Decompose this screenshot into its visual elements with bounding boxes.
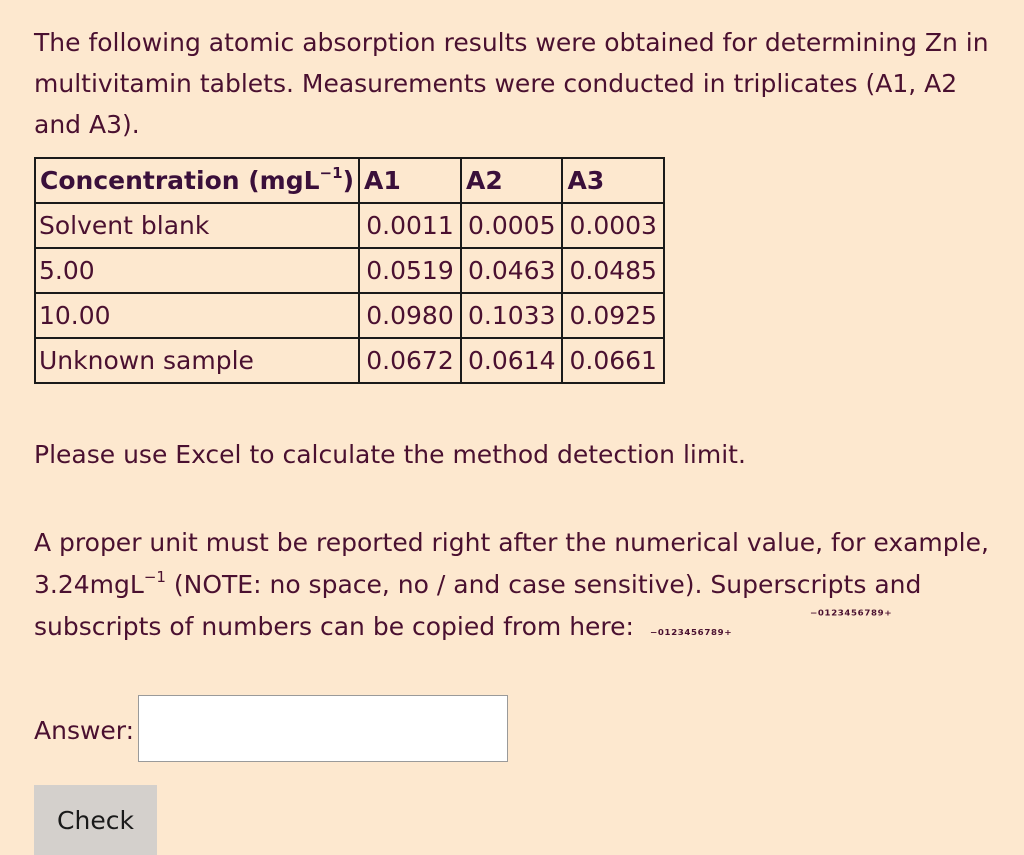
instruction-text: Please use Excel to calculate the method detection limit. <box>34 440 746 469</box>
unit-note-part2: (NOTE: no space, no / and case sensitive). Superscripts and subscripts of numbers can be copied from here: <box>34 570 922 641</box>
header-a1: A1 <box>359 158 461 203</box>
cell-a2: 0.0614 <box>461 338 562 383</box>
header-concentration-superscript: −1 <box>319 163 343 182</box>
table-row <box>35 203 664 248</box>
subscript-glyphs[interactable]: ₋₀₁₂₃₄₅₆₇₈₉₊ <box>650 623 733 639</box>
cell-a3: 0.0485 <box>562 248 663 293</box>
table-row <box>35 248 664 293</box>
table-row <box>35 338 664 383</box>
row-label: 10.00 <box>35 293 359 338</box>
superscript-glyphs[interactable]: ⁻⁰¹²³⁴⁵⁶⁷⁸⁹⁺ <box>810 608 893 624</box>
cell-a2: 0.0463 <box>461 248 562 293</box>
row-label: Solvent blank <box>35 203 359 248</box>
cell-a1: 0.0519 <box>359 248 461 293</box>
table-row <box>35 293 664 338</box>
unit-note-superscript: −1 <box>143 567 166 586</box>
cell-a3: 0.0003 <box>562 203 663 248</box>
cell-a2: 0.1033 <box>461 293 562 338</box>
unit-note <box>34 522 994 648</box>
results-table <box>34 157 665 384</box>
header-a3: A3 <box>562 158 663 203</box>
check-button[interactable]: Check <box>34 785 157 855</box>
cell-a1: 0.0011 <box>359 203 461 248</box>
cell-a1: 0.0980 <box>359 293 461 338</box>
header-concentration <box>35 158 359 203</box>
header-concentration-close: ) <box>342 166 354 195</box>
unit-note-part1: A proper unit must be reported right after the numerical value, for example, 3.24mgL <box>34 528 989 599</box>
cell-a3: 0.0925 <box>562 293 663 338</box>
cell-a3: 0.0661 <box>562 338 663 383</box>
header-concentration-label: Concentration (mgL <box>40 166 320 195</box>
cell-a2: 0.0005 <box>461 203 562 248</box>
answer-input[interactable] <box>138 695 508 762</box>
cell-a1: 0.0672 <box>359 338 461 383</box>
table-header-row <box>35 158 664 203</box>
question-intro: The following atomic absorption results were obtained for determining Zn in multivitamin tablets. Measurements were conducted in triplicates (A1, A2 and A3). <box>34 28 989 139</box>
header-a2: A2 <box>461 158 562 203</box>
answer-label: Answer: <box>34 716 135 745</box>
row-label: 5.00 <box>35 248 359 293</box>
row-label: Unknown sample <box>35 338 359 383</box>
